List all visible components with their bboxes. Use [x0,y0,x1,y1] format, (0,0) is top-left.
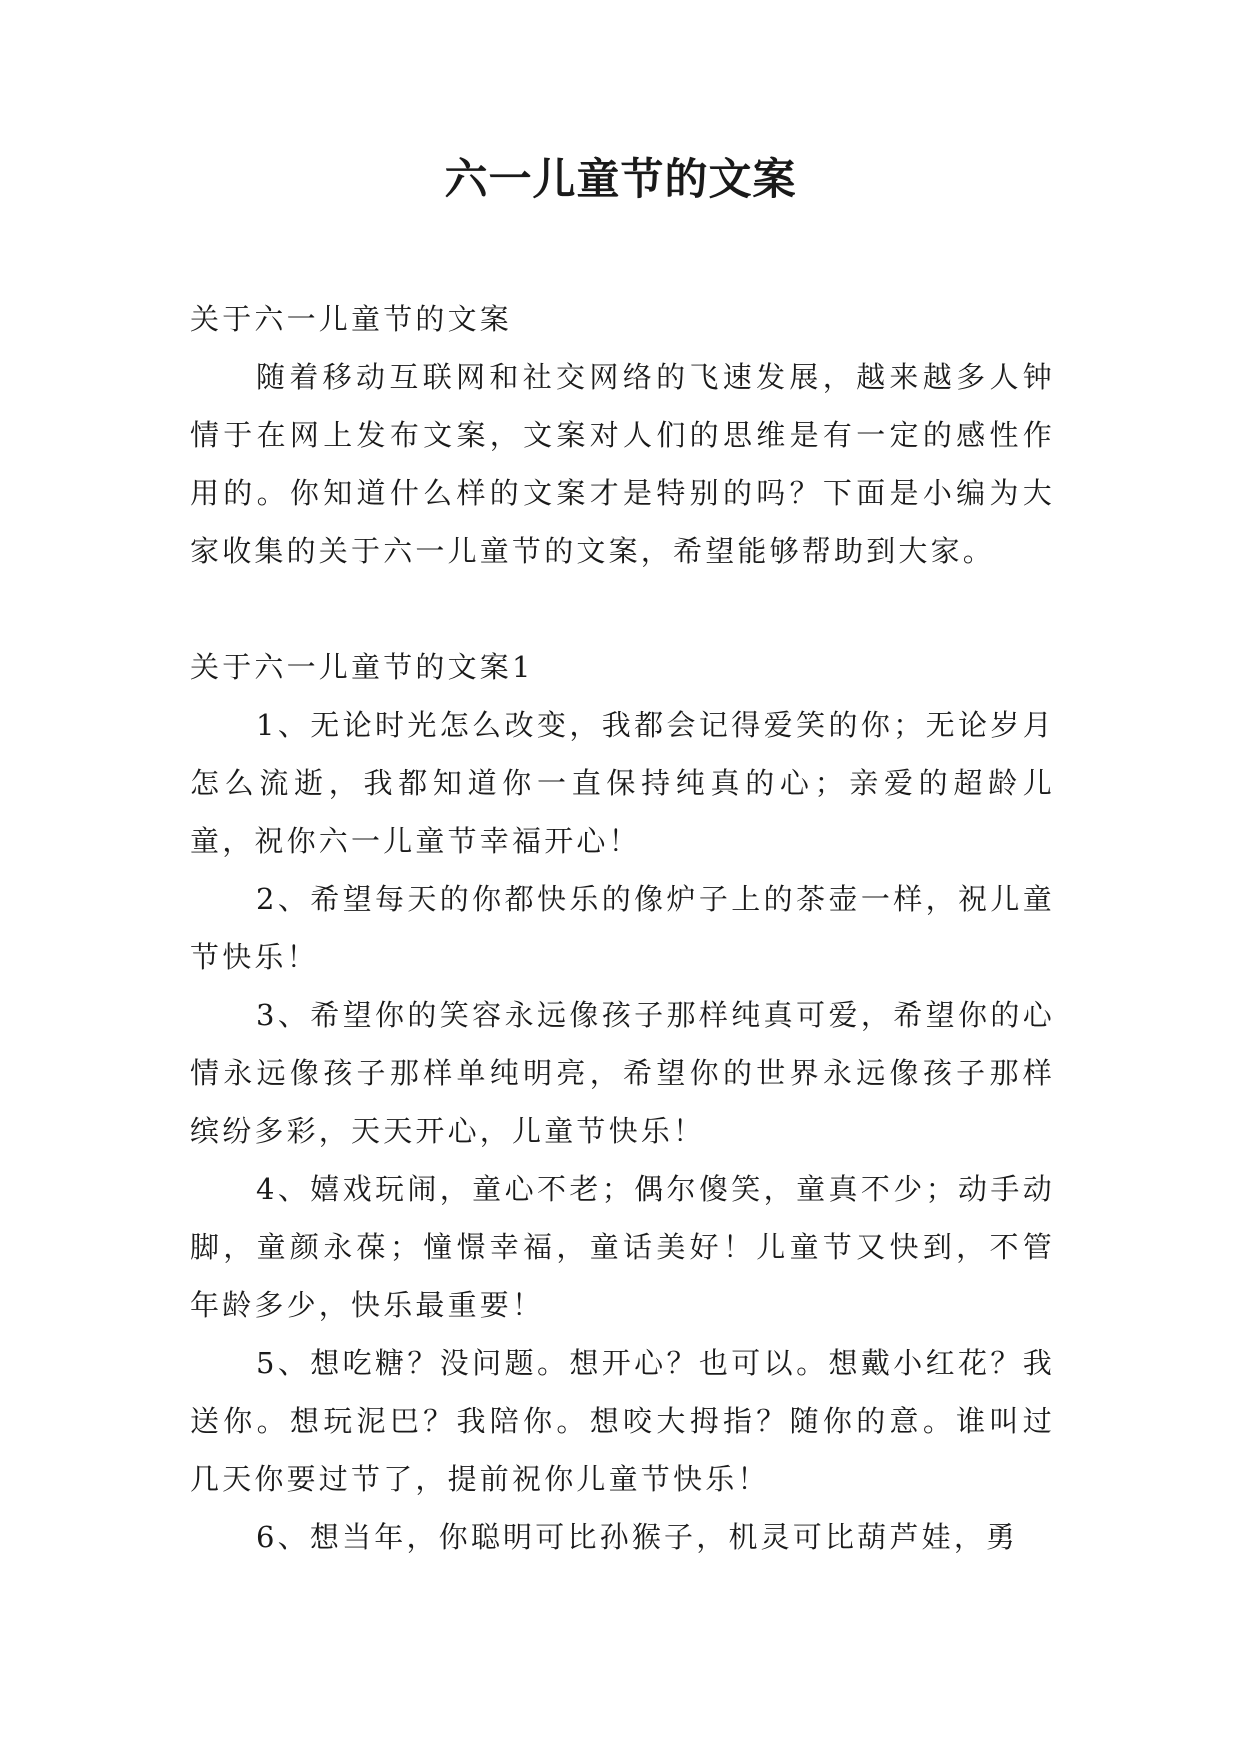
list-item: 4、嬉戏玩闹，童心不老；偶尔傻笑，童真不少；动手动脚，童颜永葆；憧憬幸福，童话美好！儿童节又快到，不管年龄多少，快乐最重要！ [190,1172,1055,1322]
section-heading: 关于六一儿童节的文案1 [190,650,534,684]
list-item: 6、想当年，你聪明可比孙猴子，机灵可比葫芦娃，勇 [256,1520,1019,1554]
list-item: 5、想吃糖？没问题。想开心？也可以。想戴小红花？我送你。想玩泥巴？我陪你。想咬大拇指？随你的意。谁叫过几天你要过节了，提前祝你儿童节快乐！ [190,1346,1055,1496]
section-spacer [190,580,1055,638]
intro-heading: 关于六一儿童节的文案 [190,302,513,336]
list-item: 3、希望你的笑容永远像孩子那样纯真可爱，希望你的心情永远像孩子那样单纯明亮，希望你的世界永远像孩子那样缤纷多彩，天天开心，儿童节快乐！ [190,998,1055,1148]
list-item: 2、希望每天的你都快乐的像炉子上的茶壶一样，祝儿童节快乐！ [190,882,1055,974]
list-item: 1、无论时光怎么改变，我都会记得爱笑的你；无论岁月怎么流逝，我都知道你一直保持纯真的心；亲爱的超龄儿童，祝你六一儿童节幸福开心！ [190,708,1055,858]
document-title: 六一儿童节的文案 [444,155,797,205]
intro-paragraph: 随着移动互联网和社交网络的飞速发展，越来越多人钟情于在网上发布文案，文案对人们的思维是有一定的感性作用的。你知道什么样的文案才是特别的吗？下面是小编为大家收集的关于六一儿童节的文案，希望能够帮助到大家。 [190,360,1055,568]
document-body [190,290,1055,1566]
